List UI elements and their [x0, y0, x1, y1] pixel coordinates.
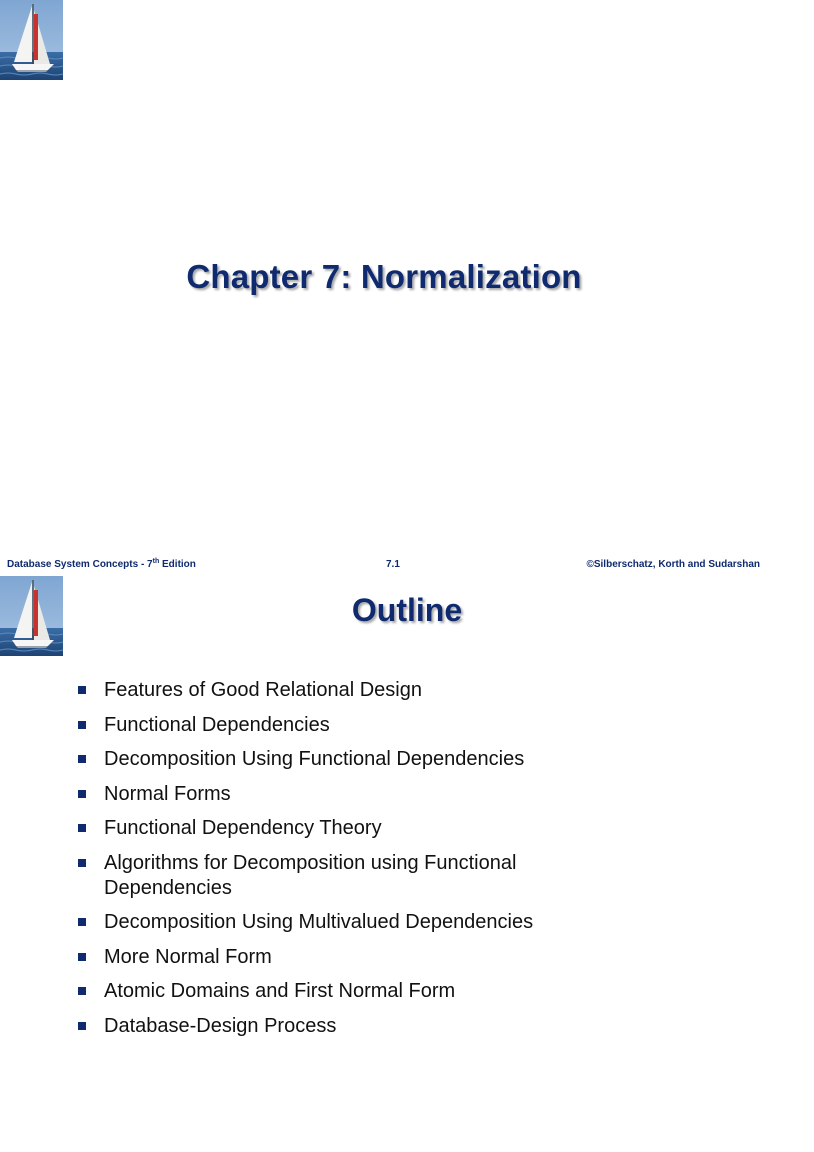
- list-item: Functional Dependency Theory: [78, 816, 678, 841]
- footer-page-number: 7.1: [386, 559, 400, 570]
- outline-slide: [0, 576, 768, 1152]
- footer-book-title: Database System Concepts - 7th Edition: [7, 558, 196, 570]
- sailboat-logo: [0, 0, 63, 80]
- list-item: Algorithms for Decomposition using Functional Dependencies: [78, 851, 678, 901]
- bullet-square-icon: [78, 790, 86, 798]
- bullet-square-icon: [78, 987, 86, 995]
- bullet-square-icon: [78, 953, 86, 961]
- list-item: Decomposition Using Multivalued Dependencies: [78, 910, 678, 935]
- bullet-square-icon: [78, 1022, 86, 1030]
- list-item: Decomposition Using Functional Dependencies: [78, 747, 678, 772]
- chapter-title: Chapter 7: Normalization: [186, 258, 582, 295]
- list-item: More Normal Form: [78, 945, 678, 970]
- bullet-square-icon: [78, 859, 86, 867]
- bullet-square-icon: [78, 824, 86, 832]
- outline-title: Outline: [351, 592, 463, 628]
- list-item: Atomic Domains and First Normal Form: [78, 979, 678, 1004]
- list-item: Functional Dependencies: [78, 713, 678, 738]
- title-slide: [0, 0, 768, 576]
- outline-list: [78, 678, 678, 1048]
- bullet-square-icon: [78, 686, 86, 694]
- list-item: Database-Design Process: [78, 1014, 678, 1039]
- bullet-square-icon: [78, 721, 86, 729]
- list-item: Normal Forms: [78, 782, 678, 807]
- bullet-square-icon: [78, 918, 86, 926]
- footer-copyright: ©Silberschatz, Korth and Sudarshan: [586, 559, 760, 570]
- bullet-square-icon: [78, 755, 86, 763]
- list-item: Features of Good Relational Design: [78, 678, 678, 703]
- slide-footer: [0, 559, 768, 573]
